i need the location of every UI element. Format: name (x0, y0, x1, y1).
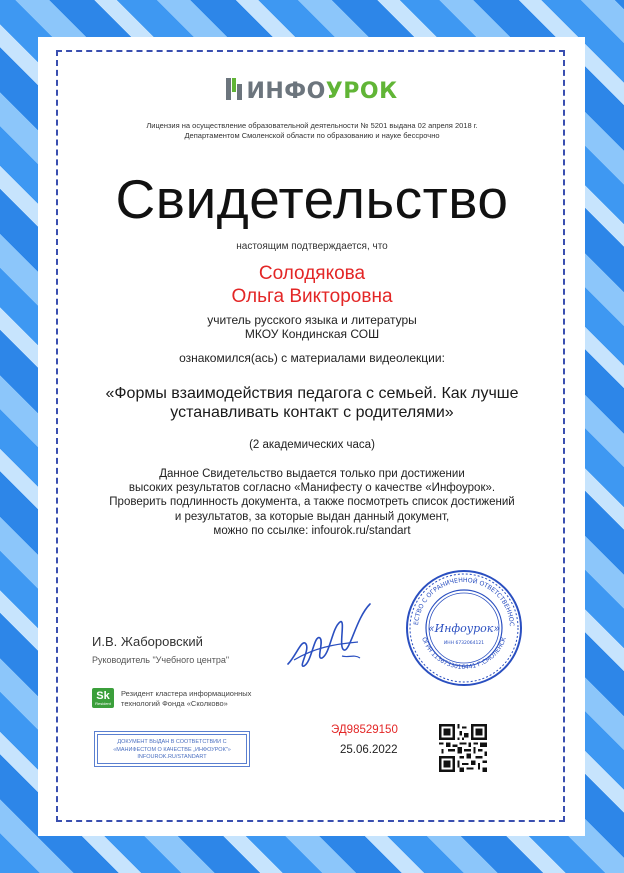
stamp-center-text: «Инфоурок» (427, 622, 501, 635)
recipient-name (0, 262, 624, 308)
seal-stamp-icon (404, 568, 524, 693)
document-date: 25.06.2022 (340, 744, 398, 756)
stamp-inn: ИНН 6732064121 (443, 641, 485, 646)
infourok-logo-icon (226, 78, 242, 105)
recipient-given-name: Ольга Викторовна (231, 286, 393, 307)
manifest-line-3: INFOUROK.RU/STANDART (137, 754, 207, 760)
notice-line-2: высоких результатов согласно «Манифесту о качестве «Инфоурок». (128, 482, 496, 495)
hours-text: (2 академических часа) (249, 439, 375, 451)
notice-line-5: можно по ссылке: infourok.ru/standart (213, 524, 411, 537)
signature-icon (284, 598, 374, 681)
signer-name: И.В. Жаборовский (92, 634, 203, 649)
notice-line-3: Проверить подлинность документа, а также посмотреть список достижений (109, 496, 515, 509)
skolkovo-line-2: технологий Фонда «Сколково» (121, 699, 228, 708)
manifest-line-1: ДОКУМЕНТ ВЫДАН В СООТВЕТСТВИИ С (117, 739, 227, 745)
skolkovo-badge-text: Sk (96, 690, 110, 702)
manifest-line-2: «МАНИФЕСТОМ О КАЧЕСТВЕ „ИНФОУРОК"» (113, 746, 231, 753)
skolkovo-line-1: Резидент кластера информационных (121, 689, 252, 698)
acquainted-text: ознакомился(ась) с материалами видеолекции: (179, 351, 445, 365)
infourok-logo (0, 78, 624, 105)
document-number: ЭД98529150 (331, 724, 398, 736)
confirm-text: настоящим подтверждается, что (236, 241, 388, 252)
skolkovo-text (121, 689, 251, 709)
notice-line-4: и результатов, за которые выдан данный документ, (174, 510, 450, 523)
svg-text:ОБЩЕСТВО С ОГРАНИЧЕННОЙ ОТВЕТС (404, 568, 515, 627)
license-line-1: Лицензия на осуществление образовательной деятельности № 5201 выдана 02 апреля 2018 г. (146, 121, 478, 130)
notice-text (0, 467, 624, 538)
lecture-title (0, 384, 624, 422)
license-line-2: Департаментом Смоленской области по образованию и науке бессрочно (184, 130, 440, 140)
skolkovo-badge-sub: Resident (95, 701, 111, 706)
recipient-surname: Солодякова (258, 263, 366, 284)
signer-role: Руководитель "Учебного центра" (92, 655, 230, 665)
manifest-box (94, 731, 250, 767)
skolkovo-badge (92, 688, 114, 708)
recipient-school: МКОУ Кондинская СОШ (244, 327, 380, 341)
notice-line-1: Данное Свидетельство выдается только при достижении (159, 468, 465, 480)
logo-text-gray: ИНФО (246, 79, 326, 104)
certificate-title: Свидетельство (115, 168, 509, 230)
stamp-ring-bottom: ОГРН 1136733016441 Г.СМОЛЕНСК (420, 636, 508, 671)
license-text (0, 121, 624, 140)
lecture-title-line-1: «Формы взаимодействия педагога с семьей. Как лучше (105, 385, 519, 402)
recipient-role: учитель русского языка и литературы (207, 313, 417, 327)
qr-code-icon[interactable] (439, 724, 487, 777)
recipient-position (0, 313, 624, 341)
stamp-ring-top: ЕСТВО С ОГРАНИЧЕННОЙ ОТВЕТСТВЕННОС (413, 576, 516, 627)
logo-text-green: УРОК (325, 79, 398, 104)
lecture-title-line-2: устанавливать контакт с родителями» (170, 404, 454, 421)
